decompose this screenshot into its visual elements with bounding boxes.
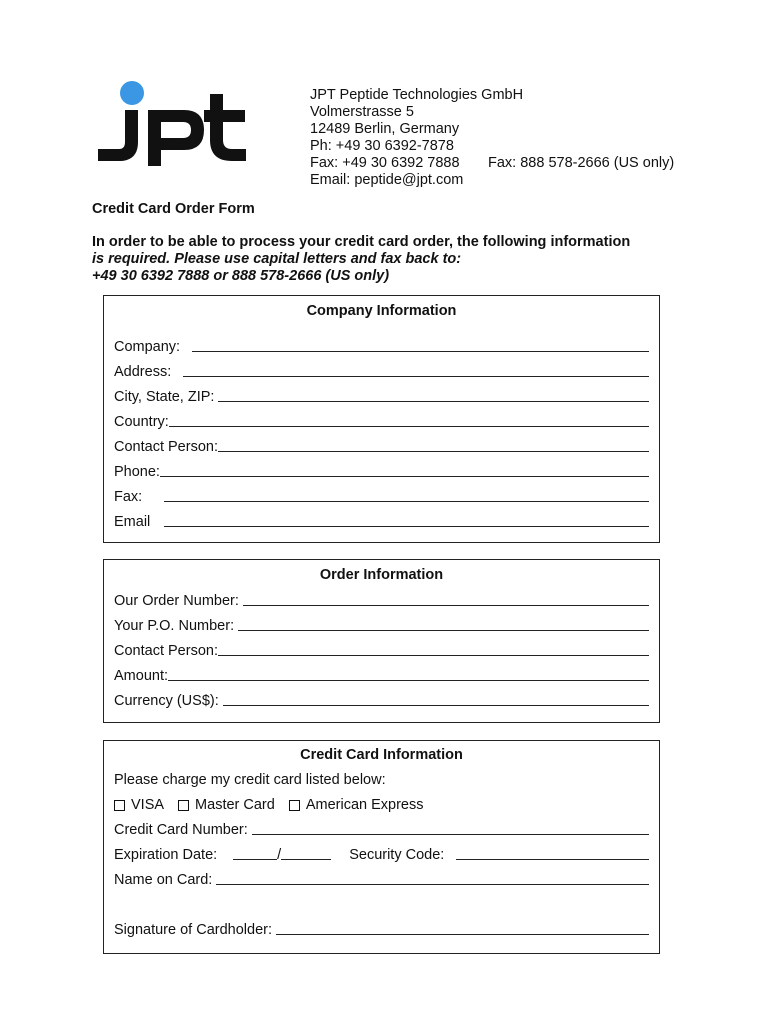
name-on-card-label: Name on Card: [114,872,213,888]
order-information-section [103,559,660,723]
contact-label: Contact Person: [114,439,218,455]
address-row [114,360,649,380]
fax-row [114,485,649,505]
card-section-heading: Credit Card Information [300,747,463,763]
currency-input-line[interactable] [223,705,649,706]
country-input-line[interactable] [169,426,649,427]
name-on-card-input-line[interactable] [216,884,649,885]
city-label: City, State, ZIP: [114,389,215,405]
company-input-line[interactable] [192,351,649,352]
amex-checkbox[interactable] [289,800,300,811]
phone-label: Phone: [114,464,160,480]
order-number-row [114,589,649,609]
notice-line-3: +49 30 6392 7888 or 888 578-2666 (US only) [92,268,390,284]
phone-input-line[interactable] [160,476,649,477]
mastercard-option[interactable] [178,797,275,813]
expiration-year-line[interactable] [281,859,331,860]
currency-row [114,689,649,709]
credit-card-information-section [103,740,660,954]
order-number-label: Our Order Number: [114,593,239,609]
order-number-input-line[interactable] [243,605,649,606]
expiration-month-line[interactable] [233,859,277,860]
card-instruction-row [114,768,649,788]
signature-label: Signature of Cardholder: [114,922,272,938]
card-number-input-line[interactable] [252,834,649,835]
form-title: Credit Card Order Form [92,201,255,217]
visa-checkbox[interactable] [114,800,125,811]
visa-label: VISA [131,797,165,813]
order-contact-input-line[interactable] [218,655,649,656]
address-line-email: Email: peptide@jpt.com [310,172,464,188]
po-number-input-line[interactable] [238,630,649,631]
country-label: Country: [114,414,169,430]
amex-label: American Express [305,797,424,813]
name-on-card-row [114,868,649,888]
visa-option[interactable] [114,797,164,813]
company-section-heading: Company Information [306,303,457,319]
address-label: Address: [114,364,172,380]
logo-letter-p [148,110,204,166]
card-type-options [114,793,649,813]
amount-row [114,664,649,684]
city-input-line[interactable] [218,401,649,402]
mastercard-checkbox[interactable] [178,800,189,811]
amex-option[interactable] [289,797,424,813]
address-input-line[interactable] [183,376,649,377]
company-address-block [310,87,675,189]
order-section-heading: Order Information [319,567,444,583]
signature-row [114,918,649,938]
logo-letter-j [98,110,138,161]
company-row [114,335,649,355]
fax-number: Fax: +49 30 6392 7888 [310,155,460,171]
instructions-notice [92,234,630,285]
email-input-line[interactable] [164,526,649,527]
logo-dot [120,81,144,105]
contact-row [114,435,649,455]
fax-us-number: Fax: 888 578-2666 (US only) [488,155,675,171]
card-instruction: Please charge my credit card listed below: [114,772,386,788]
security-code-input-line[interactable] [456,859,649,860]
contact-input-line[interactable] [218,451,649,452]
company-label: Company: [114,339,181,355]
currency-label: Currency (US$): [114,693,219,709]
expiration-separator: / [277,847,282,863]
address-line-fax [310,155,675,172]
amount-label: Amount: [114,668,168,684]
fax-label: Fax: [114,489,143,505]
order-contact-label: Contact Person: [114,643,218,659]
company-information-section [103,295,660,543]
notice-line-2: is required. Please use capital letters and fax back to: [92,251,462,267]
email-row [114,510,649,530]
mastercard-label: Master Card [195,797,275,813]
country-row [114,410,649,430]
address-line-phone: Ph: +49 30 6392-7878 [310,138,454,154]
expiration-label: Expiration Date: [114,847,218,863]
po-number-label: Your P.O. Number: [114,618,235,634]
city-row [114,385,649,405]
jpt-logo [96,80,252,166]
address-line-city: 12489 Berlin, Germany [310,121,460,137]
address-line-street: Volmerstrasse 5 [310,104,414,120]
expiration-row [114,843,649,863]
card-number-label: Credit Card Number: [114,822,248,838]
amount-input-line[interactable] [168,680,649,681]
security-code-label: Security Code: [349,847,445,863]
email-label: Email [114,514,151,530]
logo-letter-t [204,94,246,161]
address-line-company: JPT Peptide Technologies GmbH [310,87,524,103]
notice-line-1: In order to be able to process your credit card order, the following information [92,234,631,250]
card-number-row [114,818,649,838]
signature-input-line[interactable] [276,934,649,935]
fax-input-line[interactable] [164,501,649,502]
phone-row [114,460,649,480]
po-number-row [114,614,649,634]
order-contact-row [114,639,649,659]
